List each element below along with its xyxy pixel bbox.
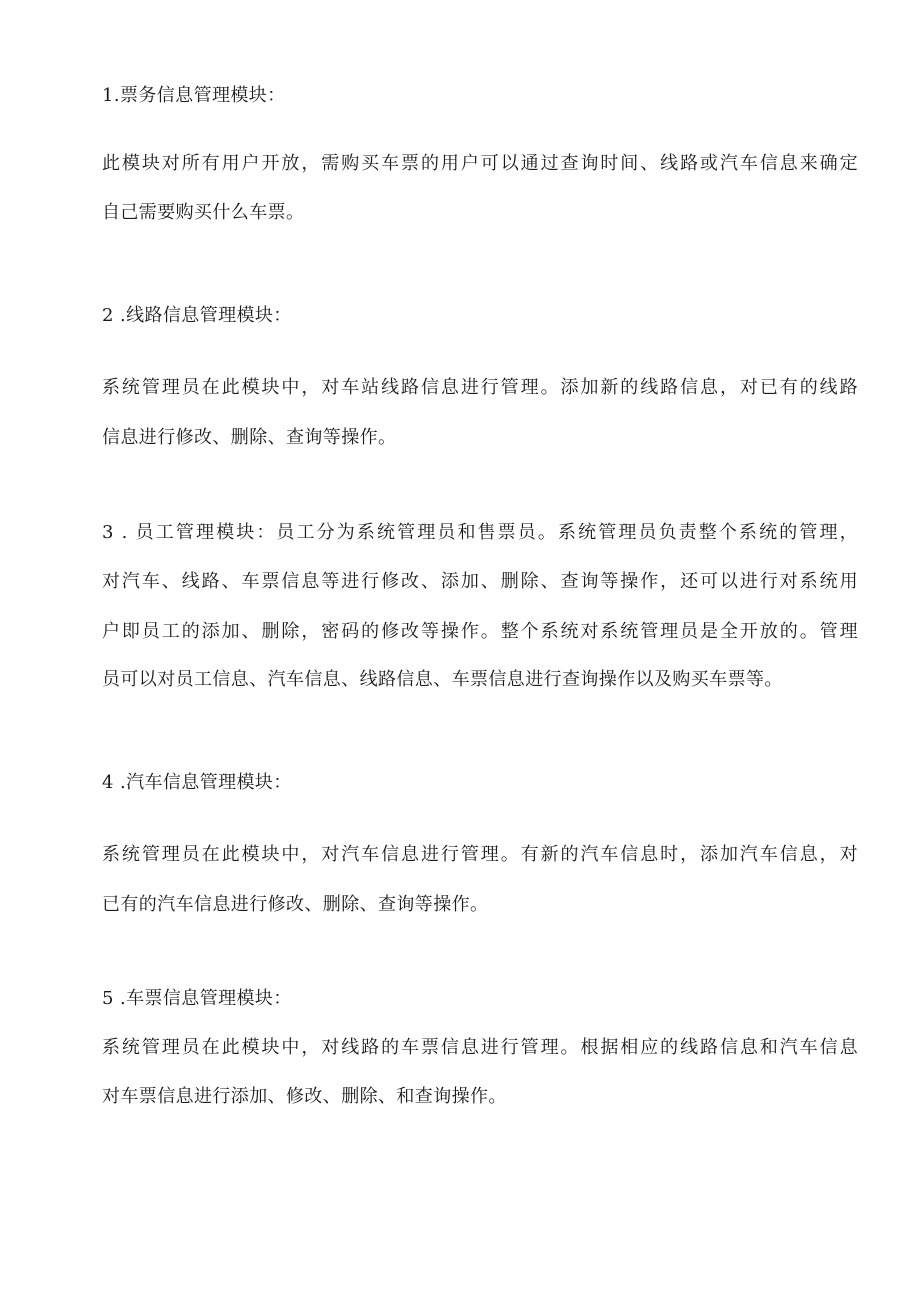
section-3-heading: 3 . 员工管理模块：员工分为系统管理员和售票员。系统管理员负责整个系统的管理， xyxy=(102,522,858,543)
section-3-body-line-2: 户即员工的添加、删除，密码的修改等操作。整个系统对系统管理员是全开放的。管理 xyxy=(102,621,858,642)
section-2-heading: 2 .线路信息管理模块： xyxy=(102,305,292,326)
section-1-body-line-2: 自己需要购买什么车票。 xyxy=(102,202,305,223)
section-4-heading: 4 .汽车信息管理模块： xyxy=(102,772,292,793)
section-5-body-line-1: 系统管理员在此模块中，对线路的车票信息进行管理。根据相应的线路信息和汽车信息 xyxy=(102,1037,858,1058)
section-5-heading: 5 .车票信息管理模块： xyxy=(102,988,292,1009)
section-2-body-line-2: 信息进行修改、删除、查询等操作。 xyxy=(102,427,397,448)
section-4-body-line-1: 系统管理员在此模块中，对汽车信息进行管理。有新的汽车信息时，添加汽车信息，对 xyxy=(102,844,858,865)
section-4-body-line-2: 已有的汽车信息进行修改、删除、查询等操作。 xyxy=(102,894,489,915)
section-5-body-line-2: 对车票信息进行添加、修改、删除、和查询操作。 xyxy=(102,1086,507,1107)
section-3-body-line-3: 员可以对员工信息、汽车信息、线路信息、车票信息进行查询操作以及购买车票等。 xyxy=(102,669,783,690)
section-2-body-line-1: 系统管理员在此模块中，对车站线路信息进行管理。添加新的线路信息，对已有的线路 xyxy=(102,377,858,398)
section-3-body-line-1: 对汽车、线路、车票信息等进行修改、添加、删除、查询等操作，还可以进行对系统用 xyxy=(102,571,858,592)
section-1-body-line-1: 此模块对所有用户开放，需购买车票的用户可以通过查询时间、线路或汽车信息来确定 xyxy=(102,153,858,174)
section-1-heading: 1.票务信息管理模块： xyxy=(102,85,286,106)
